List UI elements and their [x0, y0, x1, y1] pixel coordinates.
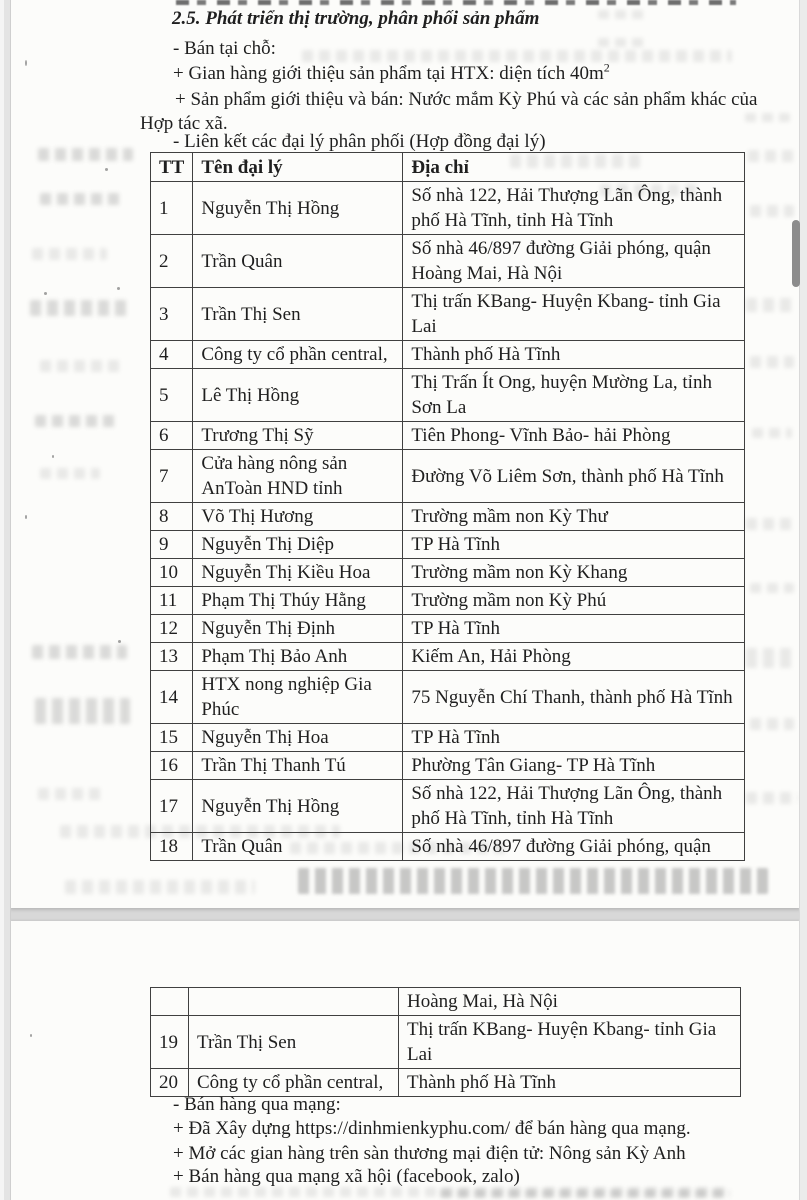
- header-tt: TT: [151, 153, 193, 182]
- table-row: [151, 503, 745, 531]
- table-header-row: [151, 153, 745, 182]
- bleed-through-smudge: [298, 868, 768, 894]
- cell-address: Thị Trấn Ít Ong, huyện Mường La, tỉnh Sơn La: [403, 369, 745, 422]
- cell-name: Nguyễn Thị Kiều Hoa: [193, 559, 403, 587]
- bleed-through-smudge: [35, 698, 130, 724]
- intro-paragraph-san-pham: + Sản phẩm giới thiệu và bán: Nước mắm Kỳ Phú và các sản phẩm khác của Hợp tác xã.: [140, 89, 758, 134]
- cell-tt: 1: [151, 182, 193, 235]
- cell-address: Thị trấn KBang- Huyện Kbang- tỉnh Gia Lai: [399, 1016, 741, 1069]
- table-row: [151, 235, 745, 288]
- bleed-through-smudge: [746, 648, 796, 668]
- table-row: [151, 559, 745, 587]
- distributors-table-page2: [150, 987, 741, 1097]
- cell-address: Trường mầm non Kỳ Phú: [403, 587, 745, 615]
- cell-tt: 2: [151, 235, 193, 288]
- cell-name: Nguyễn Thị Hoa: [193, 724, 403, 752]
- table-row: [151, 531, 745, 559]
- bleed-through-smudge: [38, 788, 103, 800]
- cell-name: Nguyễn Thị Định: [193, 615, 403, 643]
- table-row: [151, 780, 745, 833]
- cell-address: Thị trấn KBang- Huyện Kbang- tỉnh Gia Lai: [403, 288, 745, 341]
- scanned-page-1: [10, 0, 800, 908]
- ink-speck: [105, 168, 108, 171]
- cell-address: TP Hà Tĩnh: [403, 724, 745, 752]
- table-row: [151, 341, 745, 369]
- cell-name: Lê Thị Hồng: [193, 369, 403, 422]
- cutoff-text-line: [176, 0, 736, 5]
- cell-address: Trường mầm non Kỳ Thư: [403, 503, 745, 531]
- bleed-through-smudge: [750, 205, 794, 217]
- bleed-through-smudge: [748, 150, 796, 162]
- table-row: [151, 752, 745, 780]
- cell-tt: 12: [151, 615, 193, 643]
- cell-name: [189, 988, 399, 1016]
- bleed-through-smudge: [750, 718, 794, 730]
- bleed-through-smudge: [752, 428, 792, 438]
- scrollbar-thumb[interactable]: [792, 220, 800, 287]
- cell-address: TP Hà Tĩnh: [403, 531, 745, 559]
- cell-address: Số nhà 122, Hải Thượng Lãn Ông, thành phố Hà Tĩnh, tỉnh Hà Tĩnh: [403, 182, 745, 235]
- cell-address: Phường Tân Giang- TP Hà Tĩnh: [403, 752, 745, 780]
- table-row: [151, 182, 745, 235]
- cell-name: Cửa hàng nông sản AnToàn HND tỉnh: [193, 450, 403, 503]
- cell-address: Đường Võ Liêm Sơn, thành phố Hà Tĩnh: [403, 450, 745, 503]
- cell-name: Trần Thị Thanh Tú: [193, 752, 403, 780]
- table-row: [151, 369, 745, 422]
- cell-tt: 17: [151, 780, 193, 833]
- bleed-through-smudge: [30, 300, 130, 316]
- ink-speck: [52, 455, 54, 458]
- closing-line: - Bán hàng qua mạng:: [173, 1094, 341, 1115]
- cell-name: Trần Quân: [193, 235, 403, 288]
- intro-line-ban-tai-cho: - Bán tại chỗ:: [173, 38, 276, 59]
- ink-speck: [25, 515, 27, 519]
- scrollbar-track[interactable]: [799, 0, 807, 1200]
- ink-speck: [117, 287, 120, 290]
- ink-speck: [44, 292, 47, 295]
- cell-address: Số nhà 46/897 đường Giải phóng, quận: [403, 833, 745, 861]
- ink-speck: [25, 60, 27, 66]
- bleed-through-smudge: [598, 38, 644, 47]
- cell-address: Kiếm An, Hải Phòng: [403, 643, 745, 671]
- bleed-through-smudge: [746, 298, 796, 312]
- intro-line-gian-hang-text: + Gian hàng giới thiệu sản phẩm tại HTX: diện tích 40m: [173, 63, 604, 84]
- table-row: [151, 288, 745, 341]
- ink-speck: [30, 1034, 32, 1037]
- cell-name: Công ty cổ phần central,: [193, 341, 403, 369]
- distributors-table-page1: [150, 152, 745, 861]
- cell-tt: 8: [151, 503, 193, 531]
- header-dia-chi: Địa chỉ: [403, 153, 745, 182]
- cell-name: Trần Quân: [193, 833, 403, 861]
- cell-name: Võ Thị Hương: [193, 503, 403, 531]
- closing-line: + Bán hàng qua mạng xã hội (facebook, zalo): [173, 1166, 520, 1187]
- cell-name: Nguyễn Thị Diệp: [193, 531, 403, 559]
- cell-tt: 15: [151, 724, 193, 752]
- bleed-through-smudge: [440, 1189, 730, 1198]
- cell-tt: 14: [151, 671, 193, 724]
- cell-tt: 6: [151, 422, 193, 450]
- cell-address: Thành phố Hà Tĩnh: [399, 1069, 741, 1097]
- table-row: [151, 988, 741, 1016]
- table-row: [151, 724, 745, 752]
- table-row: [151, 643, 745, 671]
- cell-address: Trường mầm non Kỳ Khang: [403, 559, 745, 587]
- cell-tt: 11: [151, 587, 193, 615]
- table-row: [151, 1016, 741, 1069]
- superscript-2: 2: [603, 60, 610, 75]
- table-row: [151, 671, 745, 724]
- cell-tt: 3: [151, 288, 193, 341]
- cell-name: Trần Thị Sen: [193, 288, 403, 341]
- cell-tt: 13: [151, 643, 193, 671]
- table-row: [151, 1069, 741, 1097]
- bleed-through-smudge: [598, 10, 644, 19]
- cell-address: 75 Nguyễn Chí Thanh, thành phố Hà Tĩnh: [403, 671, 745, 724]
- cell-name: Phạm Thị Bảo Anh: [193, 643, 403, 671]
- bleed-through-smudge: [40, 468, 100, 479]
- cell-tt: 10: [151, 559, 193, 587]
- cell-tt: 9: [151, 531, 193, 559]
- cell-tt: 16: [151, 752, 193, 780]
- closing-line: + Mở các gian hàng trên sàn thương mại điện tử: Nông sản Kỳ Anh: [173, 1143, 686, 1164]
- bleed-through-smudge: [746, 792, 798, 804]
- bleed-through-smudge: [65, 880, 255, 894]
- bleed-through-smudge: [32, 645, 127, 659]
- cell-name: Trương Thị Sỹ: [193, 422, 403, 450]
- bleed-through-smudge: [302, 50, 732, 62]
- bleed-through-smudge: [750, 583, 794, 593]
- cell-tt: 20: [151, 1069, 189, 1097]
- cell-address: Số nhà 46/897 đường Giải phóng, quận Hoàng Mai, Hà Nội: [403, 235, 745, 288]
- bleed-through-smudge: [750, 356, 794, 368]
- bleed-through-smudge: [40, 360, 120, 372]
- cell-name: Công ty cổ phần central,: [189, 1069, 399, 1097]
- intro-line-lien-ket: - Liên kết các đại lý phân phối (Hợp đồng đại lý): [173, 131, 546, 152]
- cell-address: Hoàng Mai, Hà Nội: [399, 988, 741, 1016]
- cell-name: Nguyễn Thị Hồng: [193, 780, 403, 833]
- cell-tt: [151, 988, 189, 1016]
- intro-line-gian-hang: [173, 60, 610, 85]
- cell-tt: 7: [151, 450, 193, 503]
- closing-line: + Đã Xây dựng https://dinhmienkyphu.com/ để bán hàng qua mạng.: [173, 1118, 691, 1139]
- cell-tt: 4: [151, 341, 193, 369]
- cell-name: Phạm Thị Thúy Hằng: [193, 587, 403, 615]
- cell-name: Trần Thị Sen: [189, 1016, 399, 1069]
- bleed-through-smudge: [38, 148, 133, 161]
- scanner-edge-left: [0, 0, 11, 1200]
- cell-name: HTX nong nghiệp Gia Phúc: [193, 671, 403, 724]
- cell-tt: 19: [151, 1016, 189, 1069]
- cell-tt: 18: [151, 833, 193, 861]
- scanned-page-2: [10, 921, 800, 1200]
- bleed-through-smudge: [32, 248, 107, 260]
- table-row: [151, 422, 745, 450]
- cell-address: Tiên Phong- Vĩnh Bảo- hải Phòng: [403, 422, 745, 450]
- section-heading: 2.5. Phát triển thị trường, phân phối sản phẩm: [172, 8, 540, 29]
- cell-address: TP Hà Tĩnh: [403, 615, 745, 643]
- table-row: [151, 587, 745, 615]
- bleed-through-smudge: [35, 415, 120, 427]
- cell-address: Số nhà 122, Hải Thượng Lãn Ông, thành phố Hà Tĩnh, tỉnh Hà Tĩnh: [403, 780, 745, 833]
- bleed-through-smudge: [746, 518, 796, 530]
- bleed-through-smudge: [40, 193, 125, 205]
- table-row: [151, 450, 745, 503]
- header-ten-dai-ly: Tên đại lý: [193, 153, 403, 182]
- cell-name: Nguyễn Thị Hồng: [193, 182, 403, 235]
- cell-address: Thành phố Hà Tĩnh: [403, 341, 745, 369]
- table-row: [151, 615, 745, 643]
- ink-speck: [118, 640, 121, 643]
- table-row: [151, 833, 745, 861]
- cell-tt: 5: [151, 369, 193, 422]
